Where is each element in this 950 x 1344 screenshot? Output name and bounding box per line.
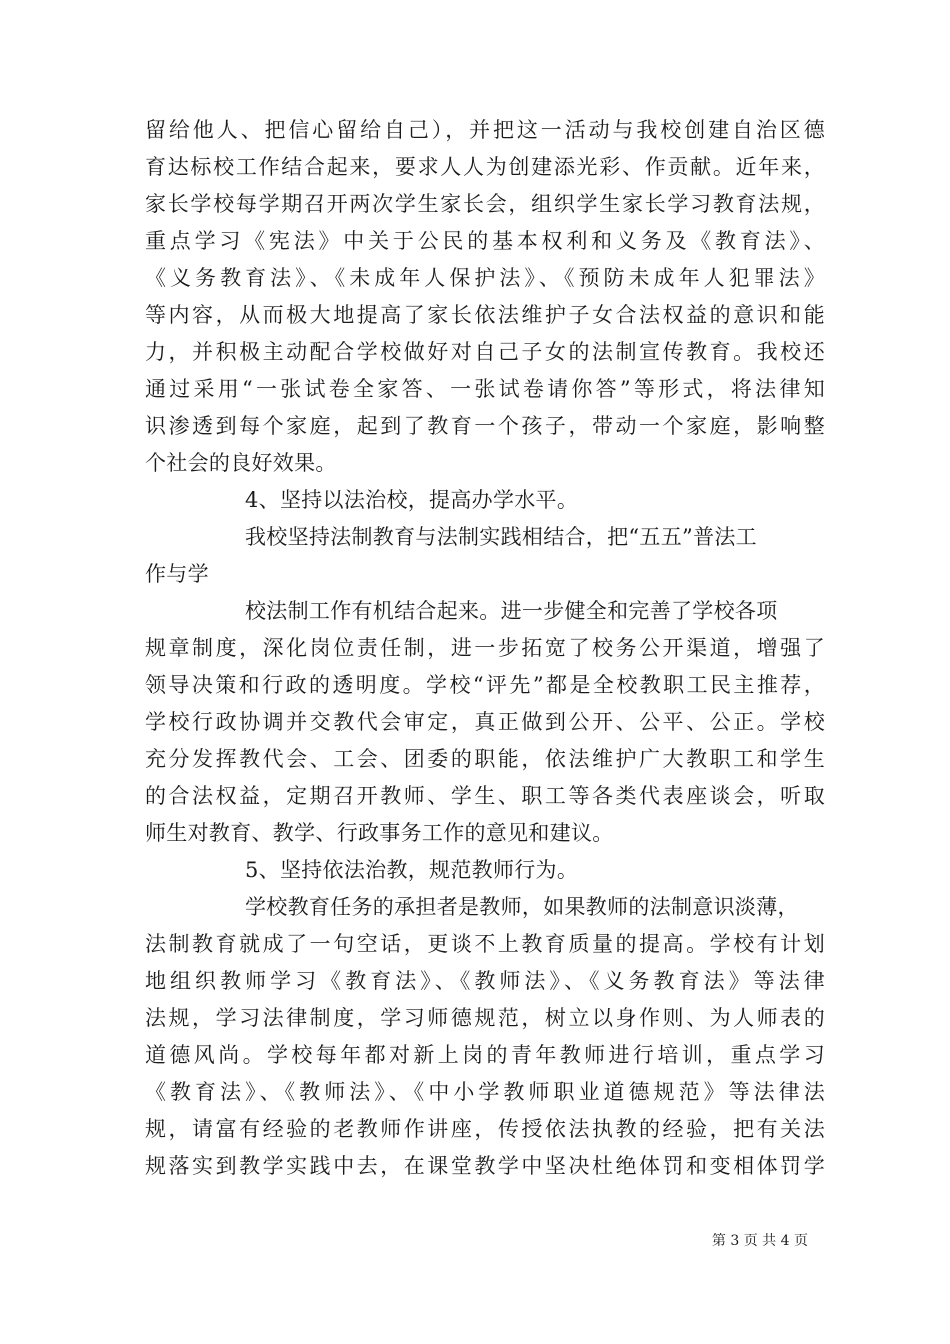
text-line: 学校行政协调并交教代会审定，真正做到公开、公平、公正。学校 [145, 710, 825, 734]
text-line: 通过采用“一张试卷全家答、一张试卷请你答”等形式，将法律知 [145, 377, 825, 401]
text-line: 《义务教育法》、《未成年人保护法》、《预防未成年人犯罪法》 [145, 266, 825, 290]
text-line: 规，请富有经验的老教师作讲座，传授依法执教的经验，把有关法 [145, 1117, 825, 1141]
text-line: 法规，学习法律制度，学习师德规范，树立以身作则、为人师表的 [145, 1006, 825, 1030]
text-line: 师生对教育、教学、行政事务工作的意见和建议。 [145, 821, 614, 845]
text-line: 《教育法》、《教师法》、《中小学教师职业道德规范》等法律法 [145, 1080, 825, 1104]
text-line: 识渗透到每个家庭，起到了教育一个孩子，带动一个家庭，影响整 [145, 414, 825, 438]
text-line: 法制教育就成了一句空话，更谈不上教育质量的提高。学校有计划 [145, 932, 825, 956]
text-line: 育达标校工作结合起来，要求人人为创建添光彩、作贡献。近年来， [145, 155, 825, 179]
text-line: 校法制工作有机结合起来。进一步健全和完善了学校各项 [245, 599, 778, 623]
text-line: 充分发挥教代会、工会、团委的职能，依法维护广大教职工和学生 [145, 747, 825, 771]
text-line: 4、坚持以法治校，提高办学水平。 [245, 488, 579, 512]
text-line: 留给他人、把信心留给自己），并把这一活动与我校创建自治区德 [145, 118, 825, 142]
text-line: 等内容，从而极大地提高了家长依法维护子女合法权益的意识和能 [145, 303, 825, 327]
text-line: 5、坚持依法治教，规范教师行为。 [245, 858, 579, 882]
text-line: 道德风尚。学校每年都对新上岗的青年教师进行培训，重点学习 [145, 1043, 825, 1067]
text-line: 规章制度，深化岗位责任制，进一步拓宽了校务公开渠道，增强了 [145, 636, 825, 660]
text-line: 我校坚持法制教育与法制实践相结合，把“五五”普法工 [245, 525, 757, 549]
text-line: 领导决策和行政的透明度。学校“评先”都是全校教职工民主推荐， [145, 673, 825, 697]
text-line: 家长学校每学期召开两次学生家长会，组织学生家长学习教育法规， [145, 192, 825, 216]
text-line: 个社会的良好效果。 [145, 451, 337, 475]
text-line: 重点学习《宪法》中关于公民的基本权利和义务及《教育法》、 [145, 229, 825, 253]
text-line: 规落实到教学实践中去，在课堂教学中坚决杜绝体罚和变相体罚学 [145, 1154, 825, 1178]
page-footer: 第 3 页 共 4 页 [711, 1233, 808, 1249]
text-line: 学校教育任务的承担者是教师，如果教师的法制意识淡薄， [245, 895, 799, 919]
text-line: 力，并积极主动配合学校做好对自己子女的法制宣传教育。我校还 [145, 340, 825, 364]
text-line: 作与学 [145, 562, 209, 586]
text-line: 地组织教师学习《教育法》、《教师法》、《义务教育法》等法律 [145, 969, 825, 993]
text-line: 的合法权益，定期召开教师、学生、职工等各类代表座谈会，听取 [145, 784, 825, 808]
document-body [145, 112, 825, 1185]
